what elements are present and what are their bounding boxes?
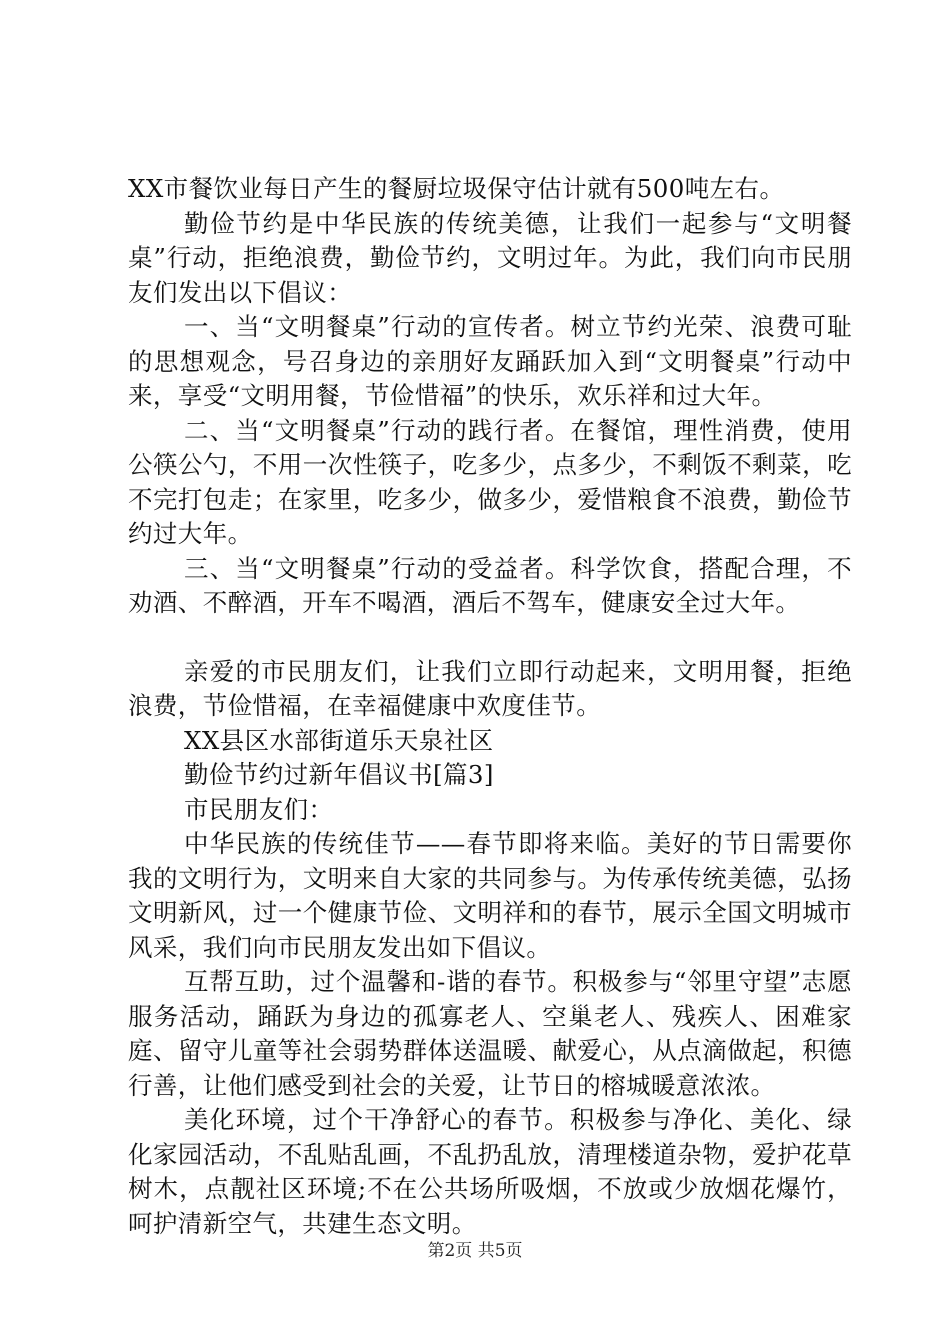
section-heading: 勤俭节约过新年倡议书[篇3] [184,760,494,789]
paragraph-gap [128,621,852,655]
paragraph-proposal-3: 三、当“文明餐桌”行动的受益者。科学饮食，搭配合理，不劝酒、不醉酒，开车不喝酒，酒后不驾车，健康安全过大年。 [128,553,852,617]
salutation: 市民朋友们： [184,794,334,824]
paragraph-closing: 亲爱的市民朋友们，让我们立即行动起来，文明用餐，拒绝浪费，节俭惜福，在幸福健康中欢度佳节。 [128,656,852,720]
paragraph-spring-festival: 中华民族的传统佳节——春节即将来临。美好的节日需要你我的文明行为，文明来自大家的共同参与。为传承传统美德，弘扬文明新风，过一个健康节俭、文明祥和的春节，展示全国文明城市风采，我们向市民朋友发出如下倡议。 [128,829,852,962]
page-number-footer: 第2页 共5页 [427,1241,523,1261]
document-body [128,172,852,1241]
signature-line: XX县区水部街道乐天泉社区 [184,725,494,755]
paragraph-proposal-1: 一、当“文明餐桌”行动的宣传者。树立节约光荣、浪费可耻的思想观念，号召身边的亲朋好友踊跃加入到“文明餐桌”行动中来，享受“文明用餐，节俭惜福”的快乐，欢乐祥和过大年。 [128,312,852,410]
paragraph-waste-statistic: XX市餐饮业每日产生的餐厨垃圾保守估计就有500吨左右。 [128,174,785,203]
paragraph-environment: 美化环境，过个干净舒心的春节。积极参与净化、美化、绿化家园活动，不乱贴乱画，不乱扔乱放，清理楼道杂物，爱护花草树木，点靓社区环境;不在公共场所吸烟，不放或少放烟花爆竹，呵护清新空气，共建生态文明。 [128,1105,852,1238]
paragraph-proposal-2: 二、当“文明餐桌”行动的践行者。在餐馆，理性消费，使用公筷公勺，不用一次性筷子，吃多少，点多少，不剩饭不剩菜，吃不完打包走；在家里，吃多少，做多少，爱惜粮食不浪费，勤俭节约过大年。 [128,415,852,548]
paragraph-intro: 勤俭节约是中华民族的传统美德，让我们一起参与“文明餐桌”行动，拒绝浪费，勤俭节约，文明过年。为此，我们向市民朋友们发出以下倡议： [128,208,852,307]
paragraph-mutual-help: 互帮互助，过个温馨和-谐的春节。积极参与“邻里守望”志愿服务活动，踊跃为身边的孤寡老人、空巢老人、残疾人、困难家庭、留守儿童等社会弱势群体送温暖、献爱心，从点滴做起，积德行善，让他们感受到社会的关爱，让节日的榕城暖意浓浓。 [128,967,852,1100]
